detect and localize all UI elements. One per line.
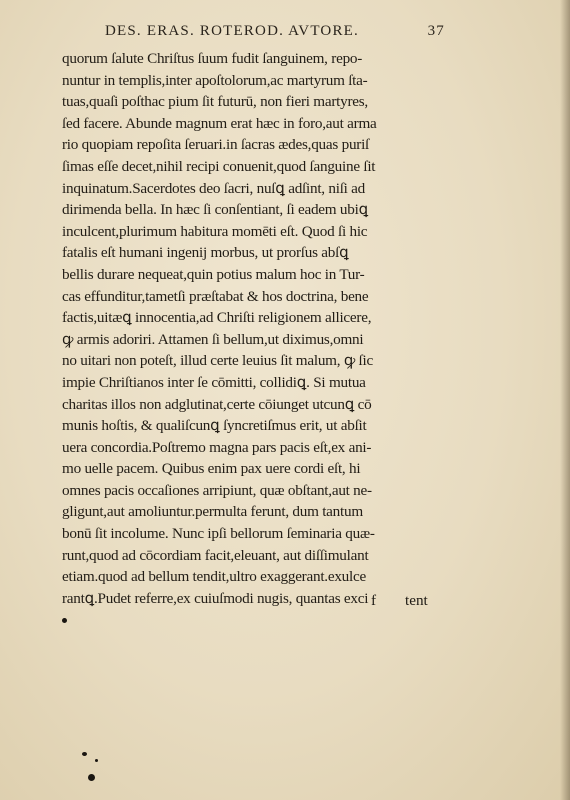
text-line: ſimas eſſe decet,nihil recipi conuenit,quod ſanguine ſit	[62, 157, 376, 175]
ink-speck	[88, 774, 95, 781]
body-text	[62, 48, 447, 609]
text-line: omnes pacis occaſiones arripiunt, quæ obſtant,aut ne-	[62, 481, 372, 499]
text-line: nuntur in templis,inter apoſtolorum,ac martyrum ſta-	[62, 71, 368, 89]
catchword: tent	[405, 592, 428, 609]
text-line: bonū ſit incolume. Nunc ipſi bellorum ſeminaria quæ-	[62, 525, 375, 543]
text-line: ſed facere. Abunde magnum erat hæc in foro,aut arma	[62, 114, 377, 132]
text-line: uera concordia.Poſtremo magna pars pacis eſt,ex ani-	[62, 438, 372, 456]
signature-mark: f	[371, 592, 377, 609]
text-line: charitas illos non adglutinat,certe cōiunget utcunꝗ cō	[62, 395, 372, 413]
text-line: munis hoſtis, & qualiſcunꝗ ſyncretiſmus erit, ut abſit	[62, 417, 367, 435]
text-line: impie Chriſtianos inter ſe cōmitti, collidiꝗ. Si mutua	[62, 373, 366, 391]
page-footer	[62, 592, 447, 614]
text-line: rantꝗ.Pudet referre,ex cuiuſmodi nugis, quantas exci	[62, 589, 369, 607]
text-line: cas effunditur,tametſi præſtabat & hos doctrina, bene	[62, 287, 369, 305]
text-line: ꝙ armis adoriri. Attamen ſi bellum,ut diximus,omni	[62, 330, 364, 348]
text-line: runt,quod ad cōcordiam facit,eleuant, aut diſſimulant	[62, 546, 369, 564]
text-line: inquinatum.Sacerdotes deo ſacri, nuſꝗ adſint, niſi ad	[62, 179, 366, 197]
text-line: dirimenda bella. In hæc ſi conſentiant, ſi eadem ubiꝗ	[62, 201, 368, 219]
running-head	[105, 23, 445, 45]
text-line: rio quopiam repoſita ſeruari.in ſacras ædes,quas puriſ	[62, 136, 370, 154]
text-line: gligunt,aut amoliuntur.permulta ferunt, dum tantum	[62, 503, 363, 521]
ink-speck	[82, 752, 87, 756]
text-line: inculcent,plurimum habitura momēti eſt. Quod ſi hic	[62, 222, 368, 240]
page-number: 37	[427, 23, 445, 39]
text-line: mo uelle pacem. Quibus enim pax uere cordi eſt, hi	[62, 460, 361, 478]
text-line: no uitari non poteſt, illud certe leuius ſit malum, ꝙ ſic	[62, 352, 373, 370]
text-line: tuas,quaſi poſthac pium ſit futurū, non fieri martyres,	[62, 93, 368, 111]
ink-speck	[95, 759, 98, 762]
text-line: factis,uitæꝗ innocentia,ad Chriſti religionem allicere,	[62, 309, 372, 327]
text-line: quorum ſalute Chriſtus ſuum fudit ſanguinem, repo-	[62, 50, 363, 67]
text-line: bellis durare nequeat,quin potius malum hoc in Tur-	[62, 265, 365, 283]
running-title: DES. ERAS. ROTEROD. AVTORE.	[105, 23, 359, 39]
ink-speck	[62, 618, 67, 623]
text-line: fatalis eſt humani ingenij morbus, ut prorſus abſꝗ	[62, 244, 349, 262]
text-line: etiam.quod ad bellum tendit,ultro exaggerant.exulce	[62, 568, 366, 586]
